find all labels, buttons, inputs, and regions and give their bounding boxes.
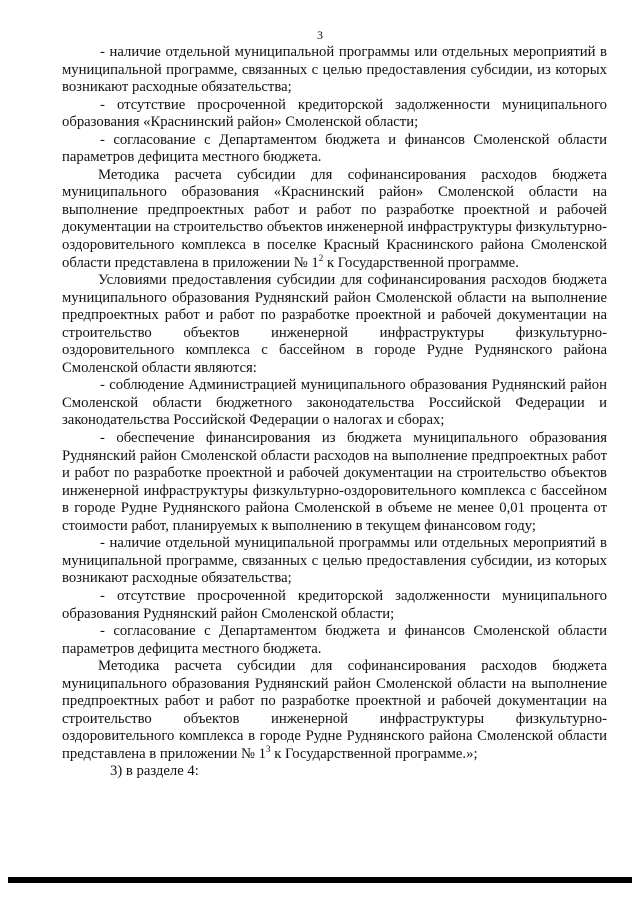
condition-no-debt-krasninsky: - отсутствие просроченной кредиторской задолженности муниципального образования «Краснинский район» Смоленской области; <box>62 96 607 131</box>
page-number: 3 <box>317 28 323 42</box>
document-body <box>62 44 607 781</box>
methodology-rudnya <box>62 658 607 763</box>
methodology-krasninsky <box>62 167 607 272</box>
methodology-krasninsky-tail: к Государственной программе. <box>323 254 519 271</box>
methodology-rudnya-tail: к Государственной программе.»; <box>270 745 478 762</box>
bottom-rule <box>8 877 632 883</box>
methodology-krasninsky-text: Методика расчета субсидии для софинансирования расходов бюджета муниципального образования «Краснинский район» Смоленской области на выполнение предпроектных работ и работ по разработке проектной и рабочей документации на строительство объектов инженерной инфраструктуры физкультурно-оздоровительного комплекса в поселке Красный Краснинского района Смоленской области представлена в приложении № 1 <box>62 166 607 271</box>
condition-no-debt-rudnya: - отсутствие просроченной кредиторской задолженности муниципального образования Руднянский район Смоленской области; <box>62 587 607 622</box>
condition-program-krasninsky: - наличие отдельной муниципальной программы или отдельных мероприятий в муниципальной программе, связанных с целью предоставления субсидии, из которых возникают расходные обязательства; <box>62 44 607 96</box>
appendix-superscript: 2 <box>318 252 324 263</box>
condition-financing-rudnya: - обеспечение финансирования из бюджета муниципального образования Руднянский район Смоленской области расходов на выполнение предпроектных работ и работ по разработке проектной и рабочей документации на строительство объектов инженерной инфраструктуры физкультурно-оздоровительного комплекса с бассейном в городе Рудне Руднянского района Смоленской в объеме не менее 0,01 процента от стоимости работ, планируемых к выполнению в текущем финансовом году; <box>62 430 607 534</box>
section-heading: 3) в разделе 4: <box>110 763 199 780</box>
appendix-superscript: 3 <box>266 743 271 754</box>
methodology-rudnya-text: Методика расчета субсидии для софинансирования расходов бюджета муниципального образования Руднянский район Смоленской области на выполнение предпроектных работ и работ по разработке проектной и рабочей документации на строительство объектов инженерной инфраструктуры физкультурно-оздоровительного комплекса в городе Рудне Руднянского района Смоленской области представлена в приложении № 1 <box>62 658 607 762</box>
condition-deficit-rudnya: - согласование с Департаментом бюджета и финансов Смоленской области параметров дефицита местного бюджета. <box>62 623 607 657</box>
condition-deficit-krasninsky: - согласование с Департаментом бюджета и финансов Смоленской области параметров дефицита местного бюджета. <box>62 131 607 166</box>
condition-program-rudnya: - наличие отдельной муниципальной программы или отдельных мероприятий в муниципальной программе, связанных с целью предоставления субсидии, из которых возникают расходные обязательства; <box>62 535 607 587</box>
conditions-intro-rudnya: Условиями предоставления субсидии для софинансирования расходов бюджета муниципального образования Руднянский район Смоленской области на выполнение предпроектных работ и работ по разработке проектной и рабочей документации на строительство объектов инженерной инфраструктуры физкультурно-оздоровительного комплекса с бассейном в городе Рудне Руднянского района Смоленской области являются: <box>62 272 607 376</box>
condition-legislation-rudnya: - соблюдение Администрацией муниципального образования Руднянский район Смоленской области бюджетного законодательства Российской Федерации и законодательства Российской Федерации о налогах и сборах; <box>62 377 607 429</box>
